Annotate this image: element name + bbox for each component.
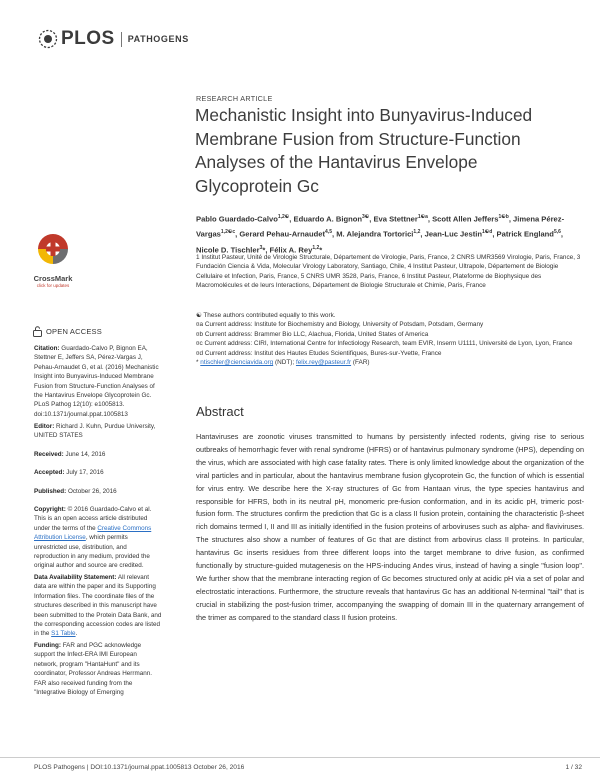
article-type: RESEARCH ARTICLE [196,94,273,103]
author-list: Pablo Guardado-Calvo$^{1,2☯}$, Eduardo A. Bignon$^{3☯}$, Eva Stettner$^{1☯a}$, Scott Allen Jeffers$^{1☯b}$, Jimena Pérez-Vargas$^{1,2☯c}$, Gerard Pehau-Arnaudet$^{4,5}$, M. Alejandra Tortorici$^{1,2}$, Jean-Luc Jestin$^{1☯d}$, Patrick England$^{5,6}$, Nicole D. Tischler$^3$*, Félix A. Rey$^{1,2}$* [196,214,565,255]
citation-label: Citation: [34,345,60,352]
open-lock-icon [33,326,42,337]
copyright-text: © 2016 Guardado-Calvo et al. This is an open access article distributed under the terms of the [34,506,152,532]
plos-logo-icon [38,29,58,49]
citation-text: Guardado-Calvo P, Bignon EA, Stettner E, Jeffers SA, Pérez-Vargas J, Pehau-Arnaudet G, et al. (2016) Mechanistic Insight into Bunyavirus-Induced Membrane Fusion from Structure-Function Analyses of the Hantavirus Envelope Glycoprotein Gc. PLoS Pathog 12(10): e1005813. doi:10.1371/journal.ppat.1005813 [34,345,159,418]
journal-logo[interactable] [38,28,189,50]
abstract-text: Hantaviruses are zoonotic viruses transmitted to humans by persistently infected rodents, giving rise to serious outbreaks of hemorrhagic fever with renal syndrome (HFRS) or of hantavirus pulmonary syndrome (HPS), depending on the virus, which are associated with high case fatality rates. There is only limited knowledge about the organization of the viral particles and in particular, about the hantavirus membrane fusion glycoprotein Gc, the function of which is essential for virus entry. We describe here the X-ray structures of Gc from Hantaan virus, the type species hantavirus and responsible for HFRS, both in its neutral pH, monomeric pre-fusion conformation, and in its acidic pH, trimeric post-fusion form. The structures confirm the prediction that Gc is a class II fusion protein, containing the characteristic β-sheet rich domains termed I, II and III as initially identified in the fusion proteins of arboviruses such as alpha- and flaviviruses. The structures also show a number of features of Gc that are distinct from arbovirus class II proteins. In particular, hantavirus Gc inserts residues from three different loops into the target membrane to drive fusion, as confirmed functionally by structure-guided mutagenesis on the HPS-inducing Andes virus, instead of having a single "fusion loop". We further show that the membrane interacting region of Gc becomes structured only at acidic pH via a set of polar and electrostatic interactions. Furthermore, the structure reveals that hantavirus Gc has an additional N-terminal "tail" that is crucial in stabilizing the post-fusion trimer, accompanying the swapping of domain III in the quaternary arrangement of the trimer as compared to the standard class II fusion proteins. [196,432,584,622]
open-access-badge [33,326,102,337]
email-rey[interactable]: felix.rey@pasteur.fr [295,359,352,367]
note-address-b: ¤b Current address: Brammer Bio LLC, Alachua, Florida, United States of America [196,330,429,338]
license-link[interactable]: Creative Commons Attribution License [34,524,152,542]
copyright-label: Copyright: [34,506,66,513]
data-availability-end: . [75,630,78,638]
received-date: June 14, 2016 [65,451,106,458]
open-access-label: OPEN ACCESS [46,327,102,336]
journal-name: PATHOGENS [127,34,189,44]
data-availability-label: Data Availability Statement: [34,574,117,581]
editor-block [34,422,162,441]
article-title: Mechanistic Insight into Bunyavirus-Induced Membrane Fusion from Structure-Function Analyses of the Hantavirus Envelope Glycoprotein Gc [195,105,533,196]
received-label: Received: [34,451,64,458]
note-address-a: ¤a Current address: Institute for Biochemistry and Biology, University of Potsdam, Potsdam, Germany [196,321,484,329]
data-availability-text: All relevant data are within the paper and its Supporting Information files. The coordinate files of the structures described in this manuscript have been submitted to the Protein Data Bank, and the corresponding accession codes are listed in the [34,574,162,638]
data-availability-block [34,573,162,639]
published-label: Published: [34,488,67,495]
note-address-d: ¤d Current address: Institut des Hautes Etudes Scientifiques, Bures-sur-Yvette, France [196,349,442,357]
funding-block [34,641,162,697]
accepted-date: July 17, 2016 [66,469,104,476]
crossmark-icon [36,232,70,268]
published-block [34,487,162,496]
editor-label: Editor: [34,423,55,430]
editor-text: Richard J. Kuhn, Purdue University, UNITED STATES [34,423,156,440]
note-address-c: ¤c Current address: CIRI, International Centre for Infectiology Research, team EVIR, Inserm U1111, Université de Lyon, Lyon, France [196,340,573,348]
email-tischler[interactable]: ntischler@cienciavida.org [200,359,274,367]
copyright-text-end: , which permits unrestricted use, distribution, and reproduction in any medium, provided the original author and source are credited. [34,534,150,570]
received-block [34,450,162,459]
affiliations: 1 Institut Pasteur, Unité de Virologie Structurale, Département de Virologie, Paris, France, 2 CNRS UMR3569 Virologie, Paris, France, 3 Fundación Ciencia & Vida, Molecular Virology Laboratory, Santiago, Chile, 4 Institut Pasteur, Ultrapole, Département de Biologie Cellulaire et Infection, Paris, France, 5 CNRS UMR 3528, Paris, France, 6 Institut Pasteur, Plateforme de Biophysique des Macromolécules et de leurs Interactions, Département de Biologie Structurale et Chimie, Paris, France [196,254,581,289]
crossmark-badge[interactable] [33,232,73,288]
logo-divider [121,32,122,47]
note-equal: ☯ These authors contributed equally to this work. [196,312,336,319]
accepted-label: Accepted: [34,469,65,476]
accepted-block [34,468,162,477]
published-date: October 26, 2016 [67,488,117,495]
abstract-heading: Abstract [196,404,244,419]
s1-table-link[interactable]: S1 Table [51,630,76,638]
citation-block [34,344,162,419]
author-notes [196,311,586,367]
correspondence: * ntischler@cienciavida.org (NDT); felix.rey@pasteur.fr (FAR) [196,359,370,367]
crossmark-sublabel: click for updates [36,283,70,288]
crossmark-label: CrossMark [33,274,73,283]
funding-label: Funding: [34,642,61,649]
copyright-block [34,505,162,571]
footer-citation: PLOS Pathogens | DOI:10.1371/journal.ppat.1005813 October 26, 2016 [34,764,245,771]
funding-text: FAR and PGC acknowledge support the Infect-ERA IMI European network, program "HantaHunt" and its coordinator, Professor Andreas Herrmann. FAR also received funding from the "Integrative Biology of Emerging [34,642,152,697]
page-number: 1 / 32 [565,764,582,771]
brand-name: PLOS [61,28,115,49]
